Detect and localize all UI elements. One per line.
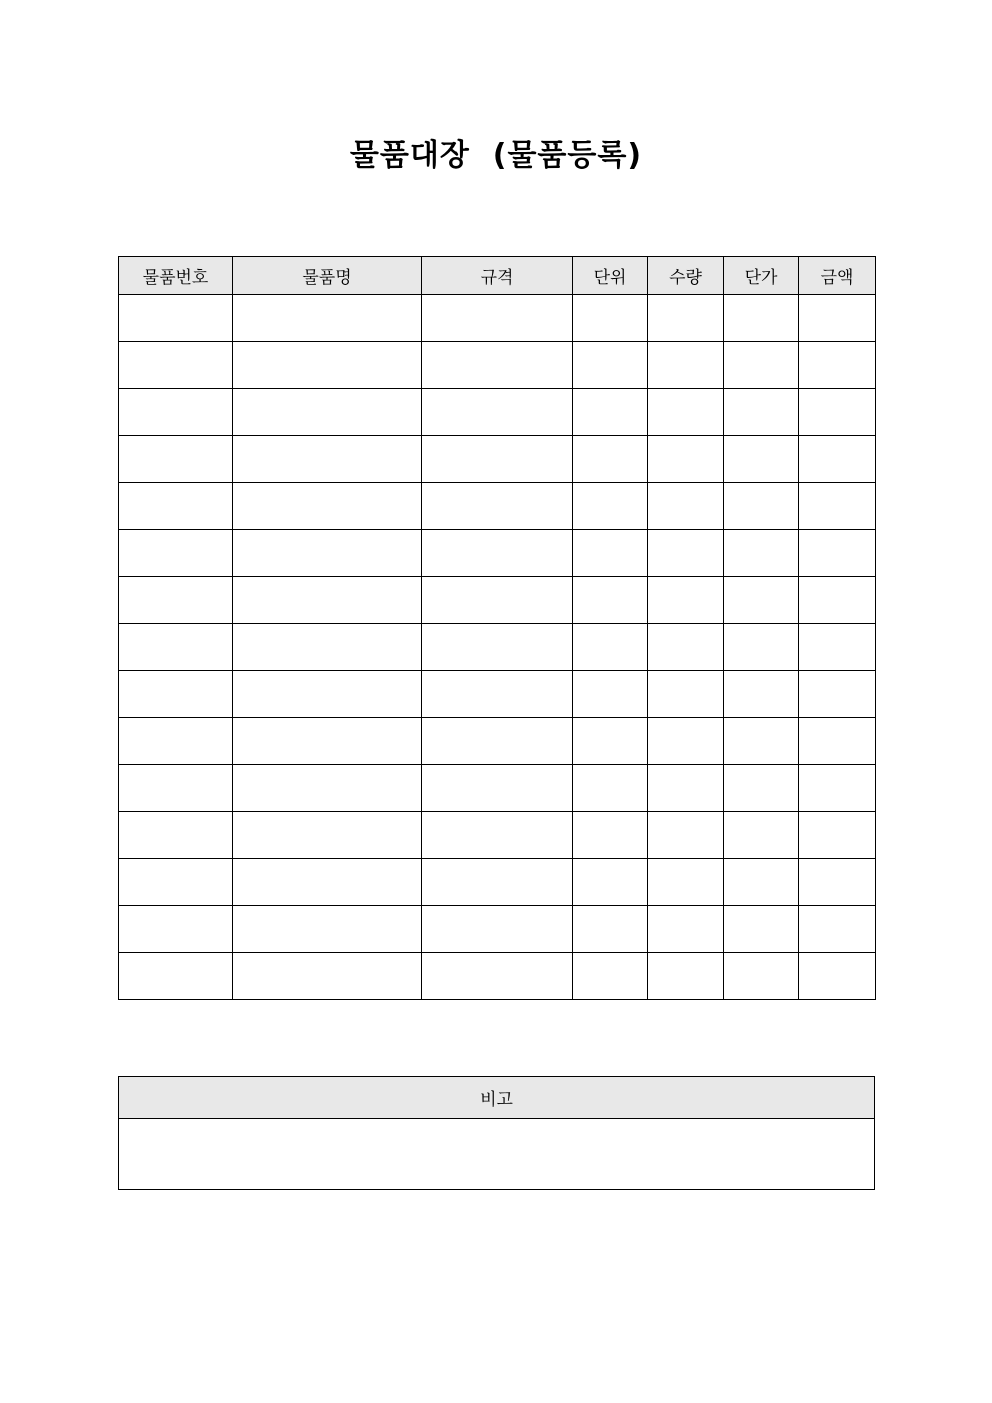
table-row xyxy=(119,483,876,530)
table-header-row xyxy=(119,257,876,295)
cell-item-number[interactable] xyxy=(119,436,233,483)
cell-unit-price[interactable] xyxy=(724,812,799,859)
cell-unit-price[interactable] xyxy=(724,765,799,812)
cell-amount[interactable] xyxy=(799,577,876,624)
cell-item-name[interactable] xyxy=(233,342,422,389)
cell-amount[interactable] xyxy=(799,530,876,577)
table-row xyxy=(119,436,876,483)
cell-unit-price[interactable] xyxy=(724,295,799,342)
cell-unit[interactable] xyxy=(573,436,648,483)
cell-unit[interactable] xyxy=(573,859,648,906)
cell-amount[interactable] xyxy=(799,295,876,342)
table-row xyxy=(119,906,876,953)
cell-unit[interactable] xyxy=(573,718,648,765)
header-unit: 단위 xyxy=(573,257,648,295)
cell-amount[interactable] xyxy=(799,389,876,436)
cell-quantity[interactable] xyxy=(648,295,724,342)
cell-specification[interactable] xyxy=(422,718,573,765)
table-row xyxy=(119,577,876,624)
cell-specification[interactable] xyxy=(422,483,573,530)
cell-unit-price[interactable] xyxy=(724,953,799,1000)
cell-unit[interactable] xyxy=(573,577,648,624)
cell-item-name[interactable] xyxy=(233,436,422,483)
header-quantity: 수량 xyxy=(648,257,724,295)
cell-unit[interactable] xyxy=(573,812,648,859)
cell-item-number[interactable] xyxy=(119,483,233,530)
cell-item-number[interactable] xyxy=(119,295,233,342)
remarks-content[interactable] xyxy=(119,1119,875,1190)
cell-amount[interactable] xyxy=(799,436,876,483)
cell-amount[interactable] xyxy=(799,906,876,953)
cell-specification[interactable] xyxy=(422,906,573,953)
cell-item-name[interactable] xyxy=(233,389,422,436)
cell-specification[interactable] xyxy=(422,295,573,342)
cell-unit[interactable] xyxy=(573,483,648,530)
table-row xyxy=(119,953,876,1000)
cell-unit-price[interactable] xyxy=(724,718,799,765)
cell-item-name[interactable] xyxy=(233,812,422,859)
cell-amount[interactable] xyxy=(799,483,876,530)
cell-specification[interactable] xyxy=(422,765,573,812)
table-row xyxy=(119,530,876,577)
cell-unit-price[interactable] xyxy=(724,859,799,906)
cell-item-name[interactable] xyxy=(233,718,422,765)
page-title: 물품대장 (물품등록) xyxy=(349,138,643,173)
cell-item-name[interactable] xyxy=(233,483,422,530)
cell-specification[interactable] xyxy=(422,342,573,389)
cell-unit-price[interactable] xyxy=(724,624,799,671)
header-amount: 금액 xyxy=(799,257,876,295)
cell-quantity[interactable] xyxy=(648,389,724,436)
cell-amount[interactable] xyxy=(799,812,876,859)
table-row xyxy=(119,859,876,906)
cell-unit[interactable] xyxy=(573,906,648,953)
cell-item-number[interactable] xyxy=(119,812,233,859)
header-specification: 규격 xyxy=(422,257,573,295)
cell-quantity[interactable] xyxy=(648,436,724,483)
cell-quantity[interactable] xyxy=(648,671,724,718)
cell-item-number[interactable] xyxy=(119,671,233,718)
cell-unit-price[interactable] xyxy=(724,671,799,718)
table-row xyxy=(119,342,876,389)
header-item-name: 물품명 xyxy=(233,257,422,295)
cell-unit-price[interactable] xyxy=(724,389,799,436)
cell-quantity[interactable] xyxy=(648,342,724,389)
cell-amount[interactable] xyxy=(799,859,876,906)
cell-quantity[interactable] xyxy=(648,530,724,577)
cell-item-name[interactable] xyxy=(233,953,422,1000)
cell-quantity[interactable] xyxy=(648,859,724,906)
cell-item-number[interactable] xyxy=(119,530,233,577)
cell-unit-price[interactable] xyxy=(724,577,799,624)
cell-item-number[interactable] xyxy=(119,577,233,624)
cell-unit[interactable] xyxy=(573,671,648,718)
cell-unit-price[interactable] xyxy=(724,530,799,577)
cell-unit[interactable] xyxy=(573,530,648,577)
ledger-body xyxy=(119,295,876,1000)
cell-specification[interactable] xyxy=(422,953,573,1000)
table-row xyxy=(119,624,876,671)
cell-item-name[interactable] xyxy=(233,859,422,906)
item-ledger-table xyxy=(118,256,876,1000)
cell-quantity[interactable] xyxy=(648,718,724,765)
cell-quantity[interactable] xyxy=(648,577,724,624)
cell-specification[interactable] xyxy=(422,577,573,624)
cell-amount[interactable] xyxy=(799,765,876,812)
cell-specification[interactable] xyxy=(422,859,573,906)
cell-unit-price[interactable] xyxy=(724,436,799,483)
cell-item-number[interactable] xyxy=(119,859,233,906)
cell-item-number[interactable] xyxy=(119,765,233,812)
cell-unit[interactable] xyxy=(573,624,648,671)
cell-specification[interactable] xyxy=(422,436,573,483)
cell-unit[interactable] xyxy=(573,342,648,389)
remarks-header: 비고 xyxy=(119,1077,875,1119)
cell-specification[interactable] xyxy=(422,671,573,718)
cell-item-number[interactable] xyxy=(119,953,233,1000)
header-unit-price: 단가 xyxy=(724,257,799,295)
cell-item-name[interactable] xyxy=(233,671,422,718)
table-row xyxy=(119,718,876,765)
cell-item-name[interactable] xyxy=(233,530,422,577)
cell-item-name[interactable] xyxy=(233,624,422,671)
cell-specification[interactable] xyxy=(422,389,573,436)
cell-amount[interactable] xyxy=(799,953,876,1000)
cell-quantity[interactable] xyxy=(648,624,724,671)
cell-amount[interactable] xyxy=(799,671,876,718)
cell-unit-price[interactable] xyxy=(724,342,799,389)
cell-unit[interactable] xyxy=(573,953,648,1000)
table-row xyxy=(119,765,876,812)
cell-item-name[interactable] xyxy=(233,906,422,953)
cell-quantity[interactable] xyxy=(648,483,724,530)
cell-quantity[interactable] xyxy=(648,906,724,953)
cell-specification[interactable] xyxy=(422,812,573,859)
table-row xyxy=(119,389,876,436)
cell-amount[interactable] xyxy=(799,624,876,671)
cell-item-name[interactable] xyxy=(233,765,422,812)
cell-unit[interactable] xyxy=(573,389,648,436)
cell-item-number[interactable] xyxy=(119,342,233,389)
cell-item-number[interactable] xyxy=(119,718,233,765)
cell-specification[interactable] xyxy=(422,624,573,671)
remarks-table xyxy=(118,1076,875,1190)
cell-item-number[interactable] xyxy=(119,389,233,436)
cell-amount[interactable] xyxy=(799,718,876,765)
cell-item-name[interactable] xyxy=(233,577,422,624)
cell-unit-price[interactable] xyxy=(724,906,799,953)
table-row xyxy=(119,295,876,342)
cell-unit[interactable] xyxy=(573,295,648,342)
cell-amount[interactable] xyxy=(799,342,876,389)
cell-quantity[interactable] xyxy=(648,953,724,1000)
header-item-number: 물품번호 xyxy=(119,257,233,295)
table-row xyxy=(119,812,876,859)
cell-item-number[interactable] xyxy=(119,906,233,953)
cell-item-name[interactable] xyxy=(233,295,422,342)
cell-specification[interactable] xyxy=(422,530,573,577)
cell-unit-price[interactable] xyxy=(724,483,799,530)
cell-unit[interactable] xyxy=(573,765,648,812)
table-row xyxy=(119,671,876,718)
cell-quantity[interactable] xyxy=(648,765,724,812)
cell-quantity[interactable] xyxy=(648,812,724,859)
cell-item-number[interactable] xyxy=(119,624,233,671)
